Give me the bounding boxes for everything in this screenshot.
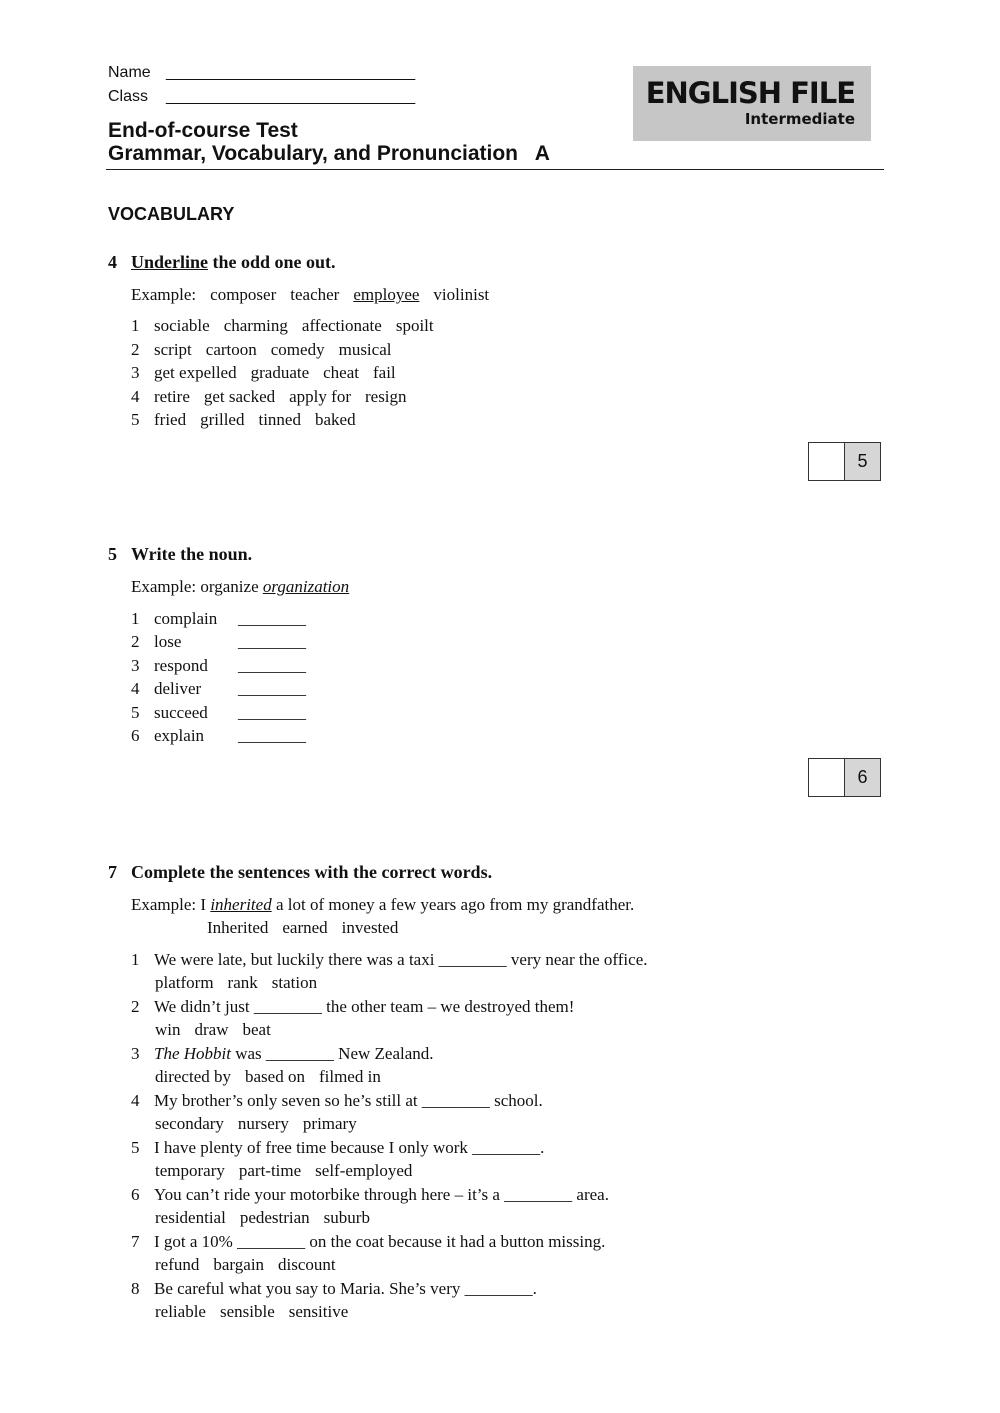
noun-item [131, 679, 201, 699]
verb: deliver [154, 679, 202, 698]
word-choice[interactable]: affectionate [301, 316, 382, 335]
sentence-text: We were late, but luckily there was a taxi ________ very near the office. [154, 950, 648, 969]
item-number: 6 [131, 1185, 140, 1204]
sentence-item [131, 997, 574, 1017]
sentence-options [155, 1208, 370, 1228]
option[interactable]: primary [302, 1114, 357, 1133]
sentence-text: I got a 10% ________ on the coat because it had a button missing. [154, 1232, 606, 1251]
example-label: Example: I [131, 895, 207, 914]
odd-one-out-item [131, 387, 407, 407]
example-word: violinist [433, 285, 490, 304]
item-number: 4 [131, 387, 140, 406]
exercise-4-example [131, 285, 489, 305]
word-choice[interactable]: retire [154, 387, 190, 406]
verb: complain [154, 609, 218, 628]
sentence-item [131, 950, 648, 970]
option[interactable]: rank [227, 973, 258, 992]
sentence-options [155, 1067, 381, 1087]
item-number: 1 [131, 950, 140, 969]
verb: explain [154, 726, 205, 745]
sentence-text: Be careful what you say to Maria. She’s very ________. [154, 1279, 537, 1298]
exercise-5-score-box [808, 758, 881, 797]
odd-one-out-item [131, 363, 396, 383]
answer-blank[interactable]: ________ [238, 726, 306, 745]
test-title: End-of-course Test [108, 119, 298, 142]
word-choice[interactable]: get sacked [203, 387, 276, 406]
score-input[interactable] [809, 759, 845, 796]
example-answer: inherited [210, 895, 272, 914]
sentence-text: You can’t ride your motorbike through here – it’s a ________ area. [154, 1185, 609, 1204]
name-label: Name [108, 64, 151, 81]
item-number: 5 [131, 410, 140, 429]
sentence-text: We didn’t just ________ the other team – we destroyed them! [154, 997, 575, 1016]
class-blank[interactable]: ____________________________ [166, 88, 416, 105]
exercise-5-title [108, 544, 252, 565]
title-rest: the odd one out. [208, 252, 336, 272]
exercise-5-example [131, 577, 349, 597]
noun-item [131, 656, 208, 676]
exercise-4-score-box [808, 442, 881, 481]
item-number: 2 [131, 632, 140, 651]
option[interactable]: secondary [155, 1114, 224, 1133]
option[interactable]: refund [155, 1255, 200, 1274]
example-rest: a lot of money a few years ago from my grandfather. [275, 895, 635, 914]
sentence-text: was ________ New Zealand. [230, 1044, 434, 1063]
option[interactable]: residential [155, 1208, 226, 1227]
word-choice[interactable]: spoilt [395, 316, 434, 335]
test-subtitle: Grammar, Vocabulary, and Pronunciation A [108, 142, 550, 165]
item-number: 2 [131, 340, 140, 359]
word-choice[interactable]: musical [338, 340, 392, 359]
odd-one-out-item [131, 316, 434, 336]
option[interactable]: temporary [155, 1161, 225, 1180]
option[interactable]: reliable [155, 1302, 206, 1321]
exercise-number: 5 [108, 544, 117, 564]
name-field[interactable] [108, 64, 415, 82]
exercise-title: Complete the sentences with the correct words. [131, 862, 493, 882]
name-blank[interactable]: ____________________________ [166, 64, 416, 81]
answer-blank[interactable]: ________ [238, 656, 306, 675]
option: Inherited [207, 918, 269, 937]
exercise-4-title [108, 252, 336, 273]
score-input[interactable] [809, 443, 845, 480]
section-heading: VOCABULARY [108, 204, 235, 224]
logo-title: ENGLISH FILE [645, 76, 855, 110]
title-underlined: Underline [131, 252, 209, 272]
item-number: 4 [131, 1091, 140, 1110]
header-divider [106, 169, 884, 170]
option[interactable]: win [155, 1020, 181, 1039]
word-choice[interactable]: apply for [289, 387, 351, 406]
noun-item [131, 632, 181, 652]
option[interactable]: pedestrian [239, 1208, 310, 1227]
sentence-item [131, 1044, 434, 1064]
word-choice[interactable]: cartoon [205, 340, 257, 359]
sentence-options [155, 1255, 336, 1275]
item-number: 5 [131, 703, 140, 722]
item-number: 6 [131, 726, 140, 745]
answer-blank[interactable]: ________ [238, 632, 306, 651]
item-number: 8 [131, 1279, 140, 1298]
english-file-logo [633, 66, 871, 141]
option[interactable]: bargain [213, 1255, 265, 1274]
item-number: 7 [131, 1232, 140, 1251]
option[interactable]: directed by [155, 1067, 231, 1086]
exercise-7-example-options [207, 918, 398, 938]
option[interactable]: station [271, 973, 318, 992]
word-choice[interactable]: charming [223, 316, 288, 335]
sentence-text: I have plenty of free time because I only work ________. [154, 1138, 545, 1157]
example-answer: organization [262, 577, 350, 596]
verb: succeed [154, 703, 208, 722]
word-choice[interactable]: get expelled [154, 363, 237, 382]
word-choice[interactable]: fried [154, 410, 187, 429]
sentence-options [155, 1302, 348, 1322]
word-choice[interactable]: graduate [250, 363, 310, 382]
option: invested [341, 918, 399, 937]
score-total: 6 [845, 759, 880, 796]
exercise-number: 7 [108, 862, 117, 882]
odd-one-out-item [131, 410, 356, 430]
word-choice[interactable]: tinned [258, 410, 301, 429]
class-field[interactable] [108, 88, 415, 106]
answer-blank[interactable]: ________ [238, 703, 306, 722]
example-label: Example: [131, 285, 197, 304]
option[interactable]: draw [194, 1020, 229, 1039]
word-choice[interactable]: script [154, 340, 192, 359]
answer-blank[interactable]: ________ [238, 679, 306, 698]
option[interactable]: based on [245, 1067, 305, 1086]
exercise-number: 4 [108, 252, 117, 272]
item-number: 2 [131, 997, 140, 1016]
word-choice[interactable]: fail [373, 363, 396, 382]
option[interactable]: beat [242, 1020, 271, 1039]
item-number: 4 [131, 679, 140, 698]
word-choice[interactable]: sociable [154, 316, 210, 335]
logo-subtitle: Intermediate [744, 110, 855, 128]
word-choice[interactable]: resign [364, 387, 407, 406]
word-choice[interactable]: grilled [200, 410, 245, 429]
word-choice[interactable]: cheat [323, 363, 359, 382]
example-word: organize [200, 577, 259, 596]
item-number: 1 [131, 316, 140, 335]
item-number: 1 [131, 609, 140, 628]
noun-item [131, 726, 204, 746]
item-number: 3 [131, 363, 140, 382]
option[interactable]: sensitive [288, 1302, 349, 1321]
item-number: 5 [131, 1138, 140, 1157]
item-number: 3 [131, 1044, 140, 1063]
verb: lose [154, 632, 182, 651]
noun-item [131, 703, 208, 723]
sentence-options [155, 973, 317, 993]
option[interactable]: nursery [237, 1114, 289, 1133]
option[interactable]: filmed in [318, 1067, 381, 1086]
sentence-options [155, 1161, 412, 1181]
word-choice[interactable]: comedy [270, 340, 325, 359]
answer-blank[interactable]: ________ [238, 609, 306, 628]
noun-item [131, 609, 217, 629]
option[interactable]: part-time [238, 1161, 302, 1180]
sentence-item [131, 1279, 537, 1299]
sentence-text: My brother’s only seven so he’s still at ________ school. [154, 1091, 543, 1110]
odd-one-out-item [131, 340, 391, 360]
option[interactable]: self-employed [315, 1161, 413, 1180]
option[interactable]: suburb [323, 1208, 370, 1227]
sentence-item [131, 1091, 543, 1111]
example-word: composer [210, 285, 277, 304]
sentence-item [131, 1232, 605, 1252]
item-number: 3 [131, 656, 140, 675]
exercise-7-example [131, 895, 634, 915]
sentence-options [155, 1020, 271, 1040]
sentence-options [155, 1114, 357, 1134]
option[interactable]: sensible [219, 1302, 275, 1321]
example-word: teacher [290, 285, 340, 304]
word-choice[interactable]: baked [314, 410, 356, 429]
sentence-italic: The Hobbit [154, 1044, 231, 1063]
option[interactable]: discount [278, 1255, 336, 1274]
exercise-title: Write the noun. [131, 544, 253, 564]
option[interactable]: platform [155, 973, 214, 992]
example-answer: employee [353, 285, 420, 304]
option: earned [282, 918, 328, 937]
score-total: 5 [845, 443, 880, 480]
sentence-item [131, 1185, 609, 1205]
example-label: Example: [131, 577, 197, 596]
sentence-item [131, 1138, 544, 1158]
class-label: Class [108, 88, 149, 105]
exercise-7-title [108, 862, 492, 883]
verb: respond [154, 656, 208, 675]
